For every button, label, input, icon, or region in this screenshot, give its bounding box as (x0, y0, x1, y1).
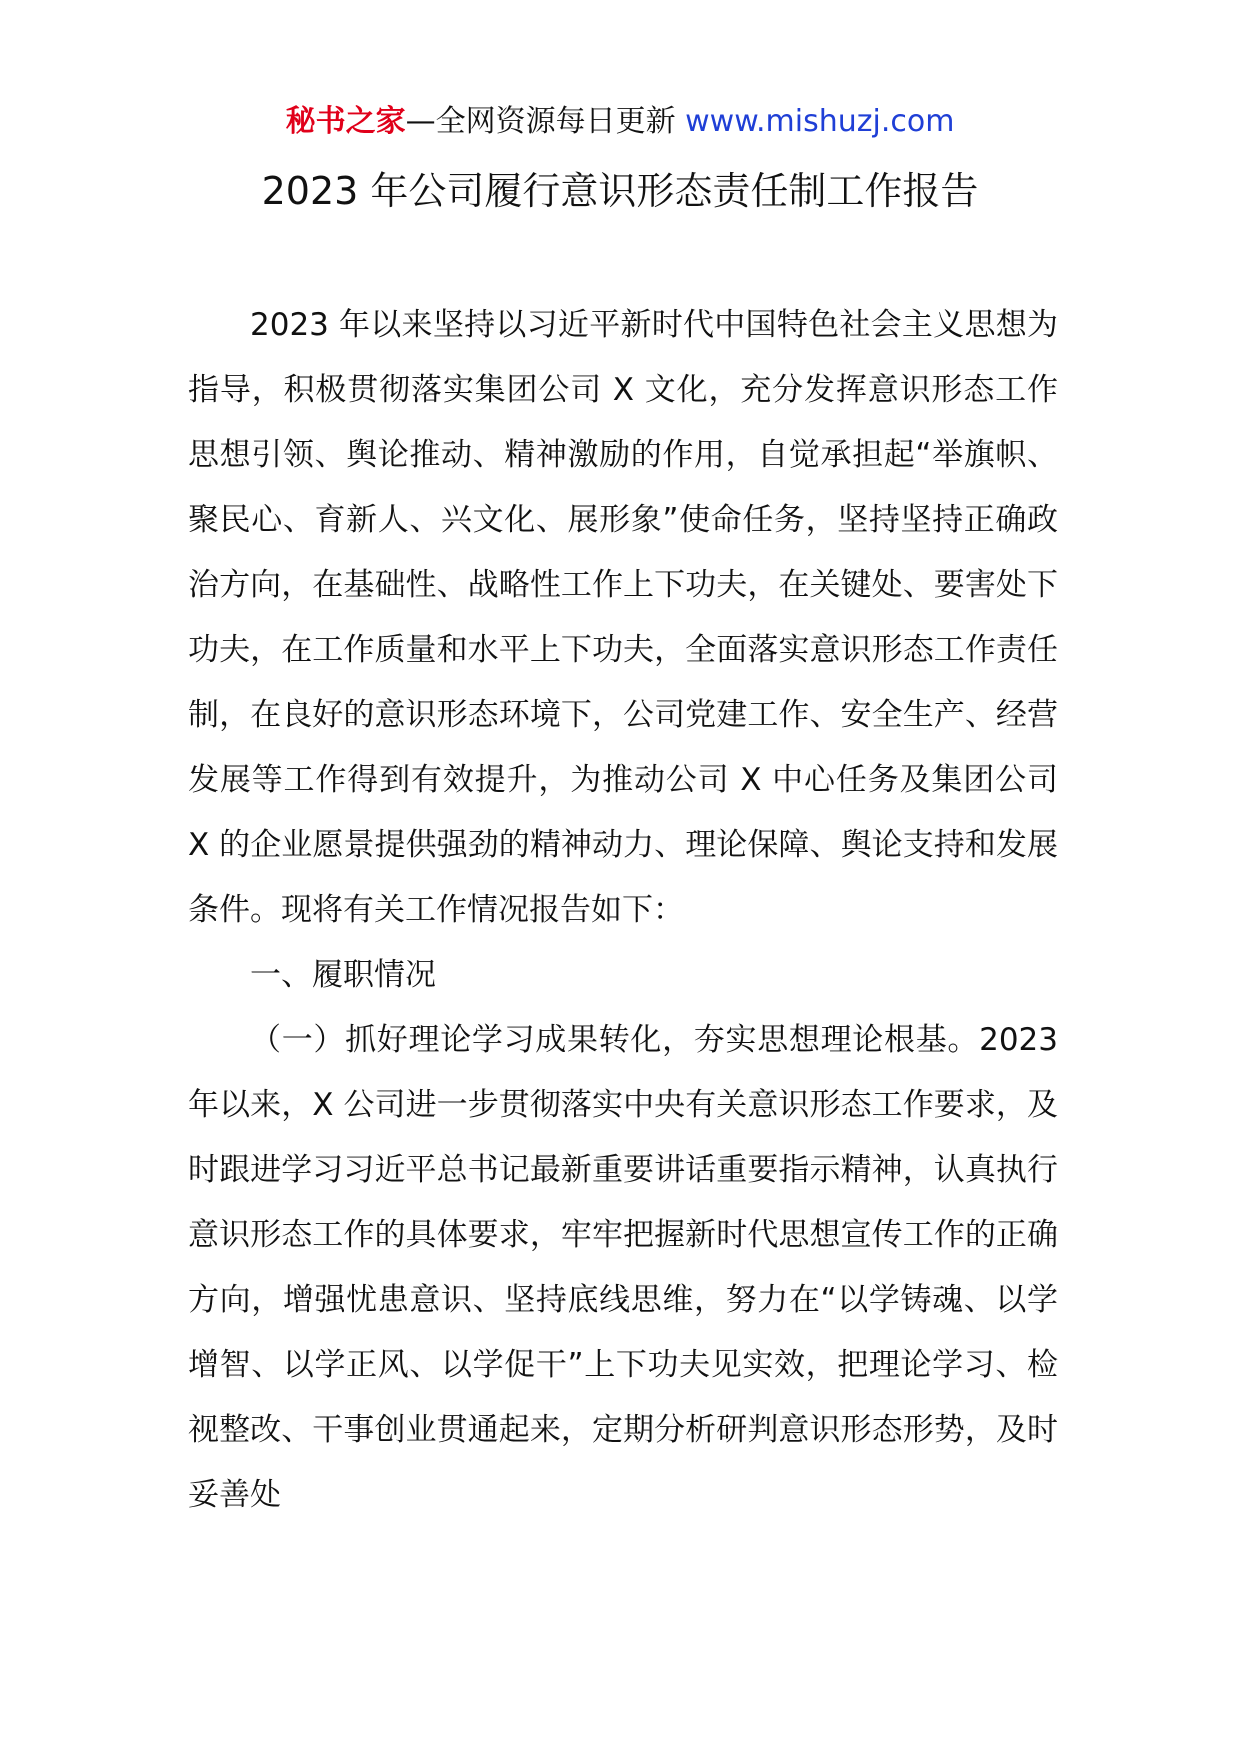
brand-name: 秘书之家 (285, 104, 406, 139)
document-title: 2023 年公司履行意识形态责任制工作报告 (261, 169, 979, 213)
paragraph-subsection-1: （一）抓好理论学习成果转化，夯实思想理论根基。2023 年以来，X 公司进一步贯彻落实中央有关意识形态工作要求，及时跟进学习习近平总书记最新重要讲话重要指示精神，认真执行意识形态工作的具体要求，牢牢把握新时代思想宣传工作的正确方向，增强忧患意识、坚持底线思维，努力在“以学铸魂、以学增智、以学正风、以学促干”上下功夫见实效，把理论学习、检视整改、干事创业贯通起来，定期分析研判意识形态形势，及时妥善处 (188, 1022, 1058, 1513)
site-header (0, 100, 1240, 144)
document-body (188, 293, 1058, 1528)
website-link[interactable]: www.mishuzj.com (685, 104, 955, 139)
section-heading-1: 一、履职情况 (250, 957, 436, 993)
header-tagline: —全网资源每日更新 (405, 104, 686, 139)
paragraph-intro: 2023 年以来坚持以习近平新时代中国特色社会主义思想为指导，积极贯彻落实集团公司 X 文化，充分发挥意识形态工作思想引领、舆论推动、精神激励的作用，自觉承担起“举旗帜、聚民心、育新人、兴文化、展形象”使命任务，坚持坚持正确政治方向，在基础性、战略性工作上下功夫，在关键处、要害处下功夫，在工作质量和水平上下功夫，全面落实意识形态工作责任制，在良好的意识形态环境下，公司党建工作、安全生产、经营发展等工作得到有效提升，为推动公司 X 中心任务及集团公司 X 的企业愿景提供强劲的精神动力、理论保障、舆论支持和发展条件。现将有关工作情况报告如下： (188, 307, 1058, 928)
